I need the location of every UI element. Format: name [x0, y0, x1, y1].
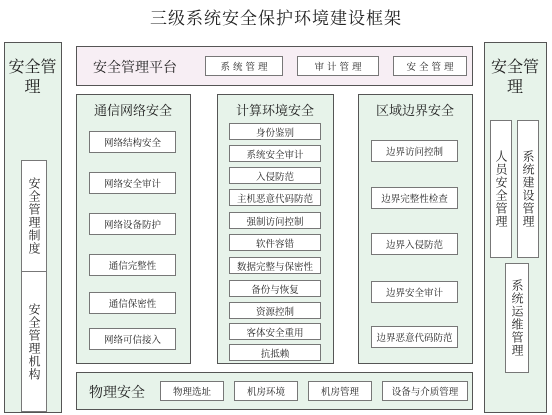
computing-item: 软件容错 — [229, 234, 321, 251]
left-item-management-organization: 安全管理机构 — [21, 272, 47, 412]
network-item: 通信保密性 — [89, 292, 176, 314]
computing-item: 系统安全审计 — [229, 145, 321, 162]
network-item: 通信完整性 — [89, 254, 176, 276]
platform-item-audit: 审 计 管 理 — [297, 56, 379, 76]
right-item-personnel-management: 人员安全管理 — [490, 120, 512, 258]
left-item-management-system: 安全管理制度 — [21, 160, 47, 272]
right-management-panel — [484, 42, 547, 413]
network-item: 网络安全审计 — [89, 172, 176, 194]
network-item: 网络设备防护 — [89, 213, 176, 235]
right-item-operation-management: 系统运维管理 — [505, 263, 529, 373]
boundary-item: 边界完整性检查 — [371, 187, 458, 209]
boundary-title: 区域边界安全 — [375, 104, 454, 119]
physical-item: 物理选址 — [160, 381, 224, 401]
left-panel-title: 安全管理 — [8, 57, 57, 96]
physical-item: 设备与介质管理 — [382, 381, 468, 401]
platform-item-security: 安 全 管 理 — [393, 56, 467, 76]
right-panel-title: 安全管理 — [490, 57, 539, 96]
boundary-item: 边界安全审计 — [371, 281, 458, 303]
computing-item: 资源控制 — [229, 302, 321, 319]
platform-panel — [76, 46, 473, 86]
computing-item: 备份与恢复 — [229, 280, 321, 297]
boundary-item: 边界恶意代码防范 — [371, 326, 458, 348]
computing-item: 抗抵赖 — [229, 344, 321, 361]
platform-item-system: 系 统 管 理 — [205, 56, 283, 76]
right-item-construction-management: 系统建设管理 — [517, 120, 539, 258]
boundary-panel — [358, 94, 473, 364]
computing-item: 强制访问控制 — [229, 212, 321, 229]
boundary-item: 边界访问控制 — [371, 140, 458, 162]
computing-item: 主机恶意代码防范 — [229, 189, 321, 206]
computing-item: 入侵防范 — [229, 167, 321, 184]
diagram-title: 三级系统安全保护环境建设框架 — [150, 9, 402, 29]
physical-item: 机房环境 — [234, 381, 298, 401]
left-management-panel — [4, 42, 62, 413]
computing-item: 数据完整与保密性 — [229, 257, 321, 274]
network-item: 网络结构安全 — [89, 131, 176, 153]
network-panel — [76, 94, 191, 364]
physical-item: 机房管理 — [308, 381, 372, 401]
computing-title: 计算环境安全 — [235, 104, 314, 119]
network-title: 通信网络安全 — [93, 104, 172, 119]
computing-item: 客体安全重用 — [229, 323, 321, 340]
computing-panel — [217, 94, 334, 364]
physical-panel — [76, 372, 473, 410]
network-item: 网络可信接入 — [89, 328, 176, 350]
boundary-item: 边界入侵防范 — [371, 233, 458, 255]
platform-title: 安全管理平台 — [93, 60, 177, 76]
computing-item: 身份鉴别 — [229, 123, 321, 140]
physical-title: 物理安全 — [89, 385, 145, 401]
